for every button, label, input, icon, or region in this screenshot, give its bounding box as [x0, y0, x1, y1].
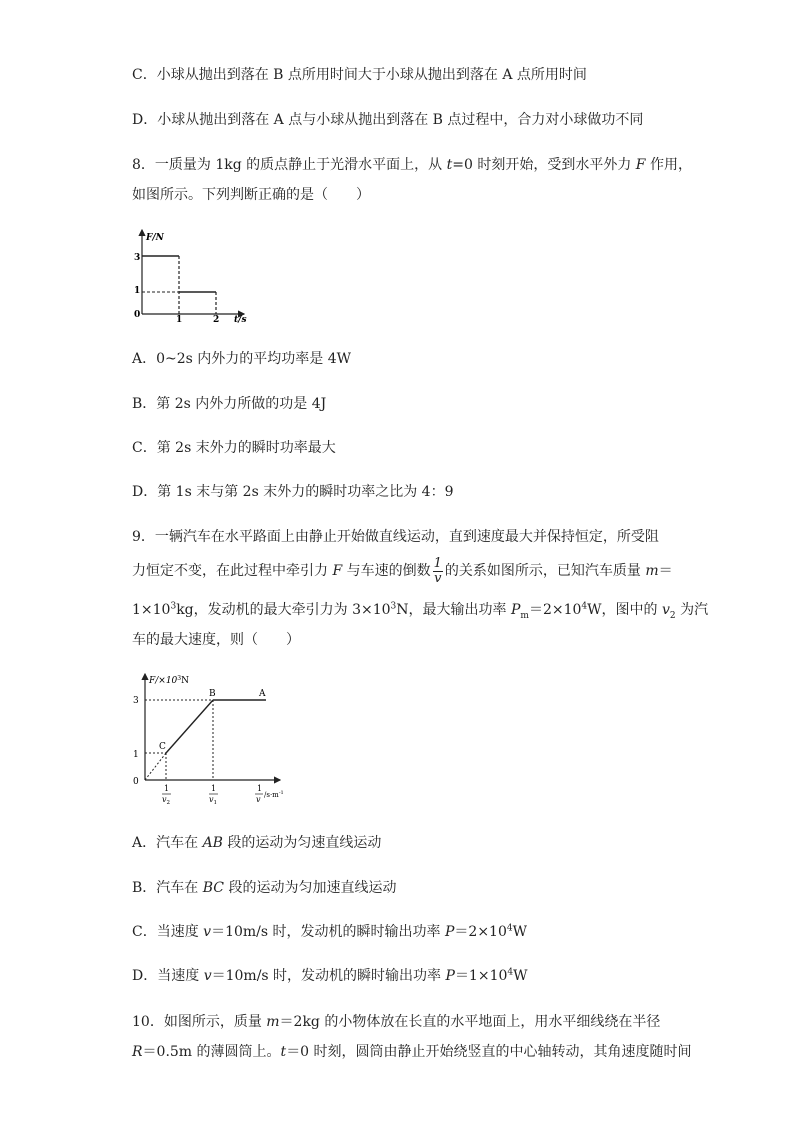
q9-stem-line1: 9．一辆汽车在水平路面上由静止开始做直线运动，直到速度最大并保持恒定，所受阻 — [132, 529, 659, 545]
graph2-tick-x1-num: 1 — [211, 784, 217, 793]
graph1-tick-y3: 3 — [134, 253, 141, 263]
q9-option-c: C．当速度 v＝10m/s 时，发动机的瞬时输出功率 $P=2\times 10^4W$ — [132, 923, 527, 940]
q8-force-time-graph — [132, 226, 262, 326]
graph2-segment-cb — [166, 700, 213, 753]
graph2-tick-x2-den: $v_2$ — [162, 795, 171, 806]
graph2-xlabel-den: v — [256, 795, 261, 804]
q7-option-d: D．小球从抛出到落在 A 点与小球从抛出到落在 B 点过程中，合力对小球做功不同 — [132, 112, 644, 128]
graph1-tick-x2: 2 — [213, 315, 220, 325]
graph2-tick-x2-num: 1 — [164, 784, 170, 793]
q9-option-d: D．当速度 v＝10m/s 时，发动机的瞬时输出功率 $P=1\times 10^4W$ — [132, 967, 528, 984]
q9-stem-line2: 力恒定不变，在此过程中牵引力 F 与车速的倒数 $\frac{1}{v}$ 的关系如图所示，已知汽车质量 m＝ — [132, 555, 673, 586]
graph2-xlabel-unit: $/s\cdot m^{-1}$ — [264, 790, 284, 799]
graph2-tick-y3: 3 — [133, 696, 139, 706]
graph1-tick-y1: 1 — [134, 286, 141, 296]
graph2-ylabel: $F/\times 10^3N$ — [149, 675, 189, 686]
q9-stem-line4: 车的最大速度，则（ ） — [132, 632, 300, 648]
graph1-origin-label: 0 — [134, 310, 141, 320]
q9-force-reciprocal-velocity-graph — [130, 668, 300, 810]
q9-stem-line3: $1\times 10^3kg$，发动机的最大牵引力为 $3\times 10^3N$，最大输出功率 $P_m=2\times 10^4W$，图中的 $v_2$ 为汽 — [132, 601, 709, 621]
reciprocal-v-fraction: $\frac{1}{v}$ — [433, 555, 442, 586]
graph2-point-b: B — [209, 689, 216, 699]
graph2-tick-y0: 0 — [133, 777, 139, 787]
graph2-xlabel-num: 1 — [257, 784, 263, 793]
q8-stem-line2: 如图所示。下列判断正确的是（ ） — [132, 187, 370, 203]
graph2-tick-x1-den: $v_1$ — [209, 795, 218, 806]
q8-option-b: B．第 2s 内外力所做的功是 4J — [132, 396, 327, 412]
graph2-origin-extension — [145, 753, 166, 780]
graph1-tick-x1: 1 — [176, 315, 183, 325]
q8-option-c: C．第 2s 末外力的瞬时功率最大 — [132, 440, 336, 456]
q9-option-a: A．汽车在 AB 段的运动为匀速直线运动 — [132, 835, 382, 851]
graph2-point-c: C — [159, 742, 166, 752]
graph1-ylabel: F/N — [146, 233, 164, 243]
q10-stem-line2: R＝0.5m 的薄圆筒上。t＝0 时刻，圆筒由静止开始绕竖直的中心轴转动，其角速度随时间 — [132, 1044, 692, 1060]
q8-stem-line1: 8．一质量为 1kg 的质点静止于光滑水平面上，从 t=0 时刻开始，受到水平外力 F 作用， — [132, 157, 692, 173]
q8-option-d: D．第 1s 末与第 2s 末外力的瞬时功率之比为 4：9 — [132, 484, 454, 500]
q10-stem-line1: 10．如图所示，质量 m＝2kg 的小物体放在长直的水平地面上，用水平细线绕在半径 — [132, 1014, 661, 1030]
q8-option-a: A．0~2s 内外力的平均功率是 4W — [132, 351, 352, 367]
graph1-xlabel: t/s — [234, 315, 247, 325]
graph2-tick-y1: 1 — [133, 750, 139, 760]
graph2-point-a: A — [259, 689, 266, 699]
q9-option-b: B．汽车在 BC 段的运动为匀加速直线运动 — [132, 880, 397, 896]
q7-option-c: C．小球从抛出到落在 B 点所用时间大于小球从抛出到落在 A 点所用时间 — [132, 67, 587, 83]
